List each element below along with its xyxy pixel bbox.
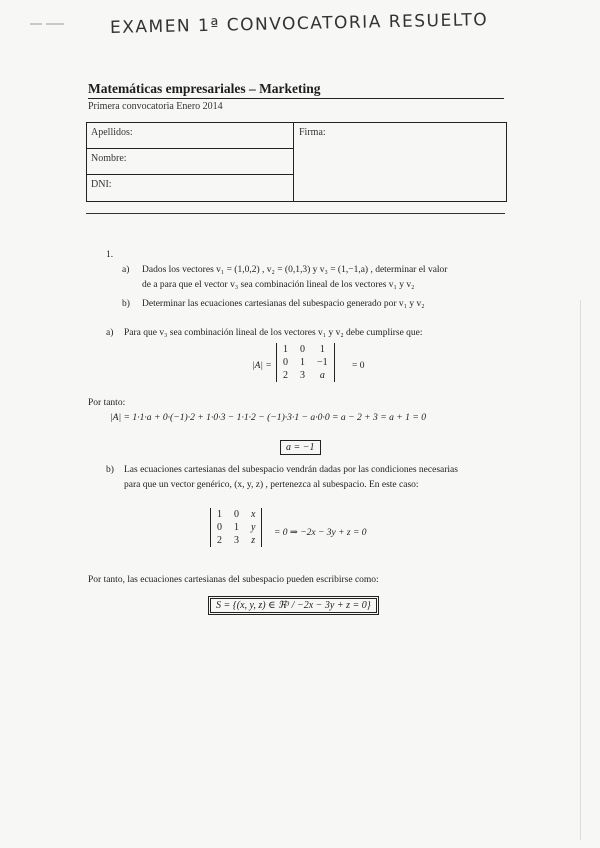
firma-field[interactable]: Firma: xyxy=(299,127,326,138)
dni-field[interactable]: DNI: xyxy=(91,179,112,190)
determinant-expansion: |A| = 1·1·a + 0·(−1)·2 + 1·0·3 − 1·1·2 − (−1)·3·1 − a·0·0 = a − 2 + 3 = a + 1 = 0 xyxy=(110,412,427,423)
matrix-cell: 0 xyxy=(300,344,305,355)
matrix-cell: x xyxy=(251,509,256,520)
form-divider xyxy=(293,123,294,201)
exam-subtitle: Primera convocatoria Enero 2014 xyxy=(88,101,223,112)
nombre-field[interactable]: Nombre: xyxy=(91,153,127,164)
form-row-divider xyxy=(87,148,293,149)
solution-b-line1: Las ecuaciones cartesianas del subespacio vendrán dadas por las condiciones necesarias xyxy=(124,465,458,475)
exercise-number: 1. xyxy=(106,250,114,260)
det-prefix: |A| = xyxy=(252,361,272,371)
handwritten-title: EXAMEN 1ª CONVOCATORIA RESUELTO xyxy=(109,10,489,38)
scan-shadow xyxy=(580,300,581,840)
part-a-label: a) xyxy=(122,265,130,275)
part-a-line2: de a para que el vector v₃ sea combinación lineal de los vectores v₁ y v₂ xyxy=(142,280,415,290)
matrix-cell: 1 xyxy=(319,344,325,355)
solution-b-line2: para que un vector genérico, (x, y, z) , pertenezca al subespacio. En este caso: xyxy=(124,480,419,490)
part-b-text: Determinar las ecuaciones cartesianas del subespacio generado por v₁ y v₂ xyxy=(142,299,425,309)
det-suffix: = 0 xyxy=(352,361,365,371)
matrix-a xyxy=(276,343,335,382)
course-underline xyxy=(88,98,504,99)
matrix-cell: z xyxy=(251,535,256,546)
solution-b-label: b) xyxy=(106,465,114,475)
matrix-cell: a xyxy=(319,370,325,381)
result-a-box: a = −1 xyxy=(280,440,321,455)
result-b-box: S = {(x, y, z) ∈ ℜ³ / −2x − 3y + z = 0} xyxy=(210,598,377,613)
matrix-cell: 0 xyxy=(283,357,288,368)
conclusion-text: Por tanto, las ecuaciones cartesianas del subespacio pueden escribirse como: xyxy=(88,575,379,585)
part-a-line1: Dados los vectores v₁ = (1,0,2) , v₂ = (0,1,3) y v₃ = (1,−1,a) , determinar el valor xyxy=(142,265,448,275)
solution-a-text: Para que v₃ sea combinación lineal de los vectores v₁ y v₂ debe cumplirse que: xyxy=(124,328,423,338)
matrix-cell: y xyxy=(251,522,256,533)
form-row-divider xyxy=(87,174,293,175)
matrix-cell: −1 xyxy=(317,357,328,368)
matrix-cell: 3 xyxy=(300,370,305,381)
matrix-cell: 2 xyxy=(283,370,288,381)
matrix-cell: 2 xyxy=(217,535,222,546)
por-tanto-label: Por tanto: xyxy=(88,398,126,408)
matrix-cell: 3 xyxy=(234,535,239,546)
matrix-cell: 1 xyxy=(234,522,239,533)
course-title: Matemáticas empresariales – Marketing xyxy=(88,81,321,96)
separator-rule xyxy=(86,213,505,214)
matrix-cell: 0 xyxy=(217,522,222,533)
part-b-label: b) xyxy=(122,299,130,309)
matrix-cell: 1 xyxy=(300,357,305,368)
matrix-cell: 1 xyxy=(217,509,222,520)
solution-a-label: a) xyxy=(106,328,114,338)
corner-scribble-icon xyxy=(30,22,64,26)
apellidos-field[interactable]: Apellidos: xyxy=(91,127,133,138)
matrix-cell: 1 xyxy=(283,344,288,355)
student-info-form xyxy=(86,122,507,202)
matrix-b xyxy=(210,508,262,547)
implication-equation: = 0 ⇒ −2x − 3y + z = 0 xyxy=(274,528,367,538)
matrix-cell: 0 xyxy=(234,509,239,520)
